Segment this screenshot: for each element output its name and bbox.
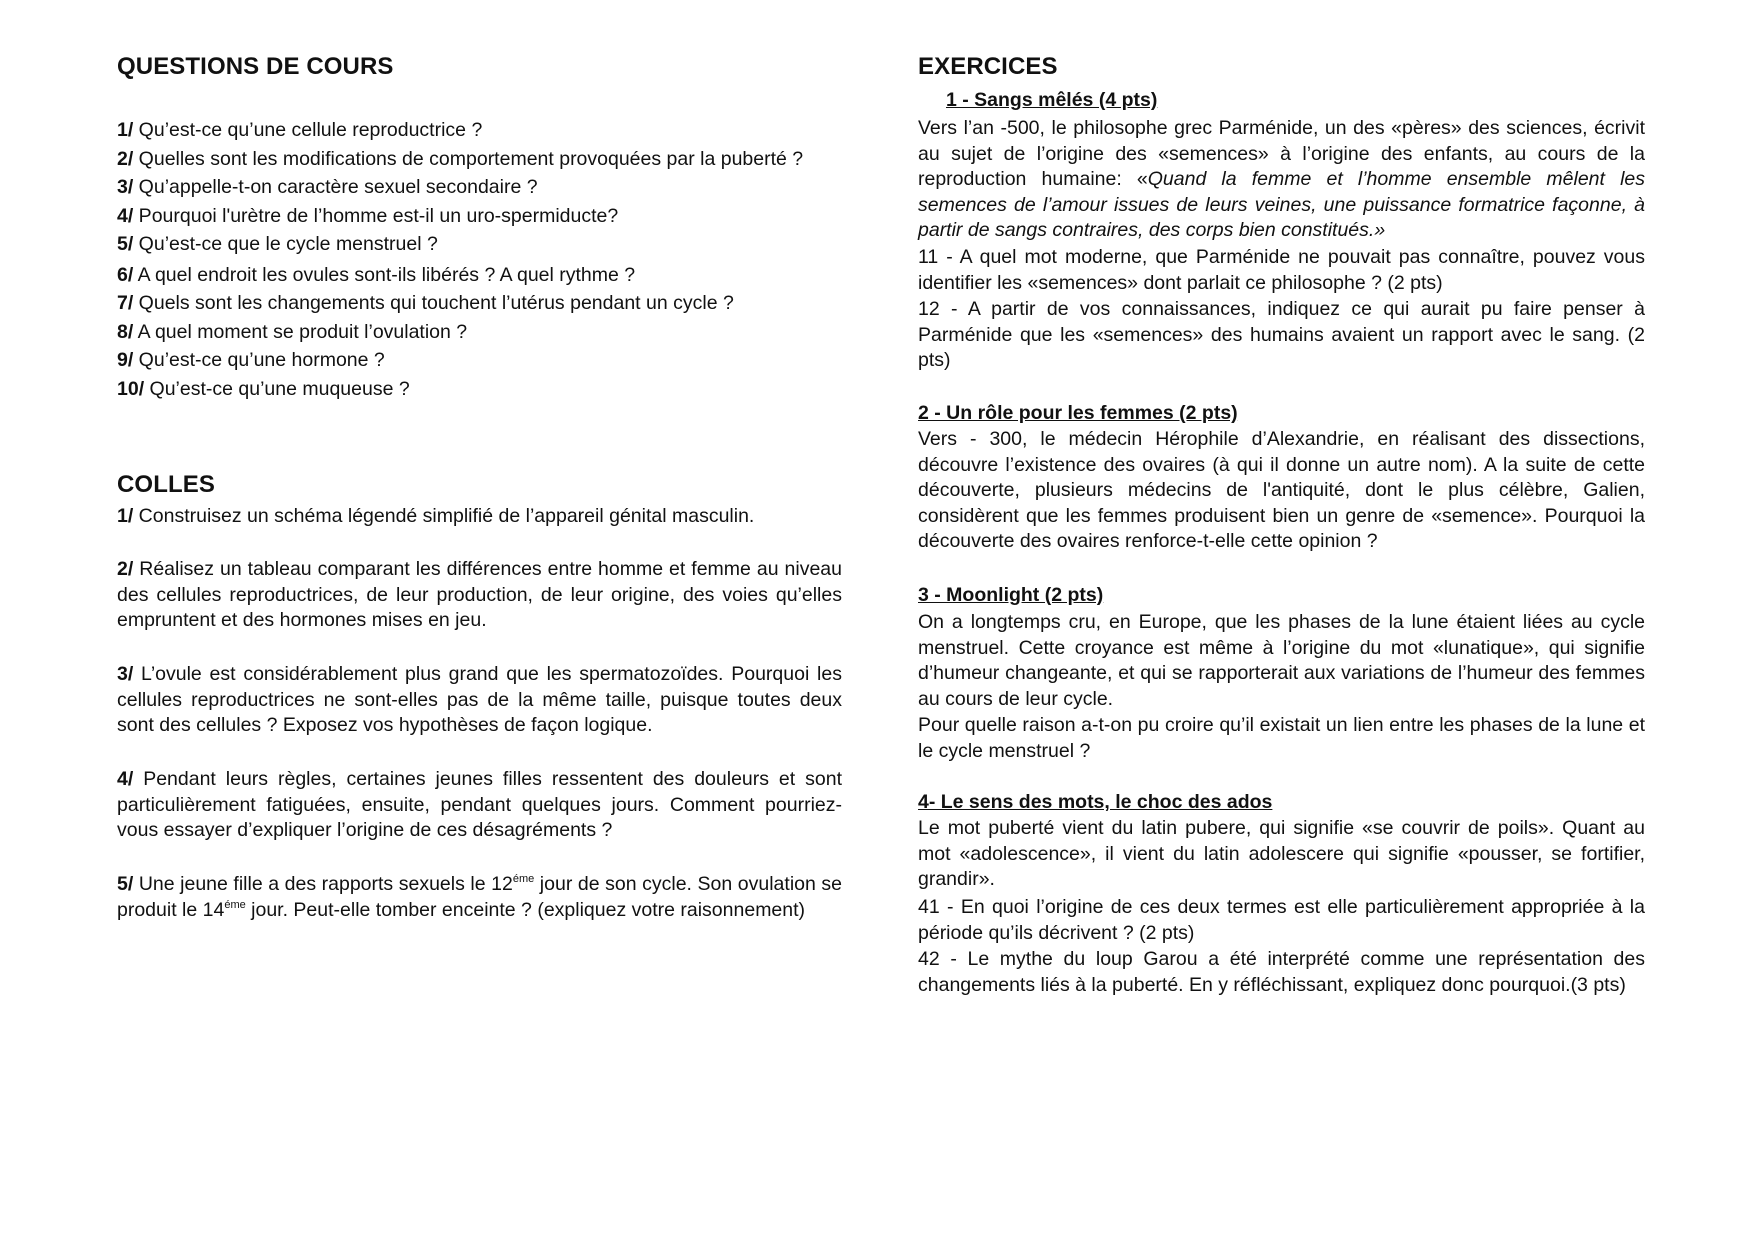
questions-heading: QUESTIONS DE COURS (117, 53, 394, 80)
questions-list (117, 118, 842, 405)
colle-1: 1/ Construisez un schéma légendé simplifié de l’appareil génital masculin. (117, 505, 755, 527)
exercise-3-title: 3 - Moonlight (2 pts) (918, 584, 1104, 606)
exercise-1-question-11: 11 - A quel mot moderne, que Parménide ne pouvait pas connaître, pouvez vous identifier les «semences» dont parlait ce philosophe ? (2 pts) (918, 246, 1645, 294)
colle-5: 5/ Une jeune fille a des rapports sexuels le $12^{éme}$ jour de son cycle. Son ovulation se produit le $14^{éme}$ jour. Peut-elle tomber enceinte ? (expliquez votre raisonnement) (117, 873, 842, 921)
exercices-heading: EXERCICES (918, 53, 1058, 80)
question-10: 10/ Qu’est-ce qu’une muqueuse ? (117, 377, 410, 400)
exercise-2-text: Vers - 300, le médecin Hérophile d’Alexandrie, en réalisant des dissections, découvre l’existence des ovaires (à qui il donne un autre nom). A la suite de cette découverte, plusieurs médecins de l'antiquité, dont le plus célèbre, Galien, considèrent que les femmes produisent bien un genre de «semence». Pourquoi la découverte des ovaires renforce-t-elle cette opinion ? (918, 428, 1645, 552)
colles-heading: COLLES (117, 471, 215, 498)
question-6: 6/ A quel endroit les ovules sont-ils libérés ? A quel rythme ? (117, 263, 636, 286)
colle-2: 2/ Réalisez un tableau comparant les différences entre homme et femme au niveau des cellules reproductrices, de leur production, de leur origine, des voies qu’elles empruntent et des hormones mises en jeu. (117, 558, 842, 631)
exercise-3-text: On a longtemps cru, en Europe, que les phases de la lune étaient liées au cycle menstruel. Cette croyance est même à l’origine du mot «lunatique», qui signifie d’humeur changeante, et qui se rapporterait aux variations de l’humeur des femmes au cours de leur cycle. (918, 611, 1645, 710)
question-8: 8/ A quel moment se produit l’ovulation ? (117, 320, 468, 343)
question-4: 4/ Pourquoi l'urètre de l’homme est-il un uro-spermiducte? (117, 204, 619, 227)
question-2: 2/ Quelles sont les modifications de comportement provoquées par la puberté ? (117, 147, 804, 170)
exercise-4-title: 4- Le sens des mots, le choc des ados (918, 791, 1273, 813)
exercise-4-question-42: 42 - Le mythe du loup Garou a été interprété comme une représentation des changements liés à la puberté. En y réfléchissant, expliquez donc pourquoi.(3 pts) (918, 948, 1645, 996)
question-3: 3/ Qu’appelle-t-on caractère sexuel secondaire ? (117, 176, 538, 198)
exercise-2-title: 2 - Un rôle pour les femmes (2 pts) (918, 402, 1238, 424)
colle-3: 3/ L’ovule est considérablement plus grand que les spermatozoïdes. Pourquoi les cellules reproductrices ne sont-elles pas de la même taille, puisque toutes deux sont des cellules ? Exposez vos hypothèses de façon logique. (117, 663, 842, 736)
colle-4: 4/ Pendant leurs règles, certaines jeunes filles ressentent des douleurs et sont particulièrement fatiguées, ensuite, pendant quelques jours. Comment pourriez-vous essayer d’expliquer l’origine de ces désagréments ? (117, 768, 842, 841)
exercise-3-question: Pour quelle raison a-t-on pu croire qu’il existait un lien entre les phases de la lune et le cycle menstruel ? (918, 714, 1645, 762)
question-7: 7/ Quels sont les changements qui touchent l’utérus pendant un cycle ? (117, 292, 734, 314)
question-1: 1/ Qu’est-ce qu’une cellule reproductrice ? (117, 119, 483, 141)
exercise-1-title: 1 - Sangs mêlés (4 pts) (946, 89, 1158, 111)
question-5: 5/ Qu’est-ce que le cycle menstruel ? (117, 233, 438, 255)
exercise-1-question-12: 12 - A partir de vos connaissances, indiquez ce qui aurait pu faire penser à Parménide que les «semences» des humains avaient un rapport avec le sang. (2 pts) (918, 298, 1645, 371)
exercise-1-intro: Vers l’an -500, le philosophe grec Parménide, un des «pères» des sciences, écrivit au sujet de l’origine des «semences» à l’origine des enfants, au cours de la reproduction humaine: «Quand la femme et l’homme ensemble mêlent les semences de l’amour issues de leurs veines, une puissance formatrice façonne, à partir de sangs contraires, des corps bien constitués.» (918, 117, 1645, 241)
question-9: 9/ Qu’est-ce qu’une hormone ? (117, 349, 385, 371)
exercise-4-question-41: 41 - En quoi l’origine de ces deux termes est elle particulièrement appropriée à la période qu’ils décrivent ? (2 pts) (918, 896, 1645, 944)
exercise-4-text: Le mot puberté vient du latin pubere, qui signifie «se couvrir de poils». Quant au mot «adolescence», il vient du latin adolescere qui signifie «pousser, se fortifier, grandir». (918, 817, 1645, 890)
